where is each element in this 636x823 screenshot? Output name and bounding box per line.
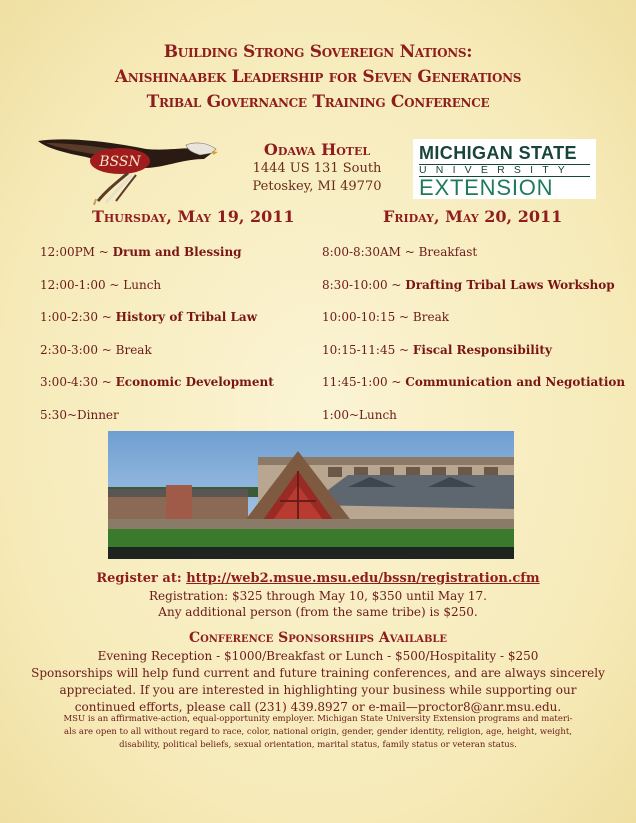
schedule-item bbox=[40, 343, 274, 376]
venue-name: Odawa Hotel bbox=[263, 140, 371, 159]
friday-schedule bbox=[322, 245, 625, 441]
sponsorship-contact: continued efforts, please call (231) 439.8927 or e-mail—proctor8@anr.msu.edu. bbox=[74, 700, 562, 714]
title-line-3: Tribal Governance Training Conference bbox=[146, 92, 490, 112]
disclaimer-line-3: disability, political beliefs, sexual orientation, marital status, family status or veteran status. bbox=[119, 740, 517, 750]
registration-fees: Registration: $325 through May 10, $350 until May 17. bbox=[149, 589, 487, 603]
msu-logo-line-1: MICHIGAN STATE bbox=[419, 143, 577, 163]
schedule-time: 3:00-4:30 ~ bbox=[40, 375, 116, 390]
schedule-time: 10:15-11:45 ~ bbox=[322, 342, 413, 357]
registration-link[interactable]: http://web2.msue.msu.edu/bssn/registration.cfm bbox=[186, 571, 540, 586]
schedule-event: Break bbox=[412, 310, 449, 325]
venue-info bbox=[248, 140, 386, 196]
schedule-event: Breakfast bbox=[418, 245, 478, 259]
bssn-logo-text: BSSN bbox=[99, 154, 141, 170]
schedule-event: Lunch bbox=[123, 277, 162, 292]
msu-logo-line-3: EXTENSION bbox=[419, 175, 554, 200]
schedule-event: Dinner bbox=[77, 407, 119, 422]
sponsorships-heading: Conference Sponsorships Available bbox=[188, 630, 448, 646]
sponsorship-text-1: Sponsorships will help fund current and future training conferences, and are always sincerely bbox=[31, 666, 605, 680]
schedule-event: Economic Development bbox=[115, 375, 274, 390]
schedule-event: Break bbox=[115, 342, 152, 357]
sponsorship-prices: Evening Reception - $1000/Breakfast or Lunch - $500/Hospitality - $250 bbox=[97, 649, 539, 663]
disclaimer-line-2: als are open to all without regard to race, color, national origin, gender, gender identity, religion, age, height, weight, bbox=[64, 727, 572, 737]
schedule-time: 10:00-10:15 ~ bbox=[322, 310, 413, 325]
title-line-1: Building Strong Sovereign Nations: bbox=[163, 42, 473, 62]
schedule-event: Communication and Negotiation bbox=[405, 375, 626, 390]
schedule-time: 8:00-8:30AM ~ bbox=[322, 245, 419, 259]
schedule-time: 5:30~ bbox=[40, 407, 78, 422]
schedule-event: Drum and Blessing bbox=[112, 245, 242, 259]
schedule-item bbox=[322, 375, 625, 408]
schedule-time: 11:45-1:00 ~ bbox=[322, 375, 406, 390]
conference-title bbox=[0, 40, 636, 115]
equal-opportunity-disclaimer bbox=[54, 713, 582, 752]
sponsorship-text-2: appreciated. If you are interested in highlighting your business while supporting our bbox=[59, 683, 577, 697]
schedule-time: 8:30-10:00 ~ bbox=[322, 277, 406, 292]
schedule-item bbox=[40, 278, 274, 311]
msu-extension-logo bbox=[413, 139, 596, 199]
schedule-item bbox=[322, 278, 625, 311]
msu-logo-line-2: UNIVERSITY bbox=[419, 164, 575, 176]
schedule-time: 1:00-2:30 ~ bbox=[40, 310, 116, 325]
register-label: Register at: bbox=[96, 571, 187, 586]
schedule-event: Fiscal Responsibility bbox=[412, 342, 552, 357]
schedule-item bbox=[322, 245, 625, 278]
hotel-photo bbox=[108, 431, 514, 559]
schedule-time: 2:30-3:00 ~ bbox=[40, 342, 116, 357]
schedule-time: 1:00~ bbox=[322, 407, 360, 422]
schedule-event: Lunch bbox=[359, 407, 397, 422]
schedule-time: 12:00-1:00 ~ bbox=[40, 277, 124, 292]
bssn-eagle-logo bbox=[36, 133, 218, 205]
additional-person-fee: Any additional person (from the same tribe) is $250. bbox=[158, 605, 478, 619]
venue-address-city: Petoskey, MI 49770 bbox=[252, 179, 382, 194]
schedule-item bbox=[40, 375, 274, 408]
schedule-item bbox=[322, 310, 625, 343]
schedule-item bbox=[40, 310, 274, 343]
venue-address-street: 1444 US 131 South bbox=[252, 161, 382, 176]
disclaimer-line-1: MSU is an affirmative-action, equal-opportunity employer. Michigan State University Extension programs and materi- bbox=[63, 714, 573, 724]
registration-section bbox=[0, 570, 636, 716]
register-line bbox=[0, 570, 636, 588]
schedule-event: History of Tribal Law bbox=[115, 310, 258, 325]
title-line-2: Anishinaabek Leadership for Seven Generations bbox=[114, 67, 522, 87]
thursday-schedule bbox=[40, 245, 274, 441]
schedule-item bbox=[322, 343, 625, 376]
schedule-event: Drafting Tribal Laws Workshop bbox=[405, 277, 615, 292]
schedule-item bbox=[40, 245, 274, 278]
schedule-time: 12:00PM ~ bbox=[40, 245, 113, 259]
friday-heading: Friday, May 20, 2011 bbox=[383, 207, 563, 226]
thursday-heading: Thursday, May 19, 2011 bbox=[92, 207, 295, 226]
